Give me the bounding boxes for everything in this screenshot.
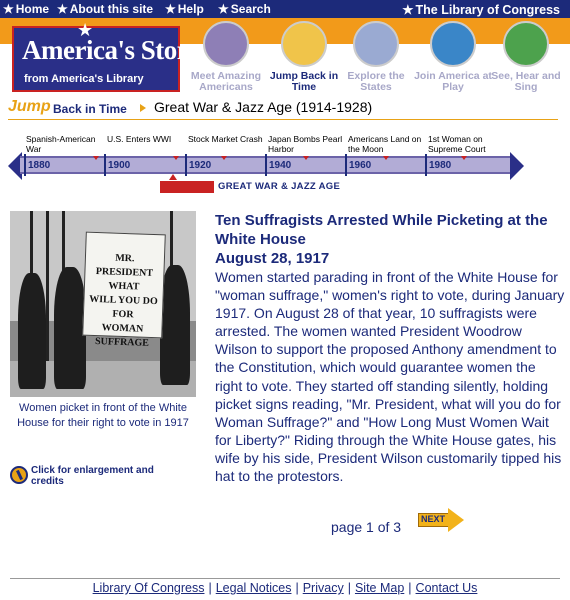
car-icon xyxy=(353,21,399,67)
timeline-tick xyxy=(185,154,187,176)
current-era-label: GREAT WAR & JAZZ AGE xyxy=(218,181,341,192)
timeline-event-stock-market-crash[interactable]: Stock Market Crash xyxy=(188,134,263,144)
timeline-event-marker xyxy=(93,156,99,160)
arrow-right-icon xyxy=(448,508,464,532)
logo-subtitle: from America's Library xyxy=(24,73,144,85)
timeline-year: 1960 xyxy=(349,160,372,171)
singer-icon xyxy=(503,21,549,67)
timeline-event-marker xyxy=(303,156,309,160)
timeline xyxy=(0,130,570,195)
timeline-event-marker xyxy=(221,156,227,160)
current-era-pointer xyxy=(169,174,177,180)
page-indicator: page 1 of 3 xyxy=(331,519,402,535)
section-jump-back-in-time[interactable] xyxy=(264,21,344,93)
jump-back-label: Back in Time xyxy=(53,102,127,116)
enlargement-label: Click for enlargement and credits xyxy=(31,465,154,487)
section-label: Join America at Play xyxy=(414,70,492,93)
separator: | xyxy=(408,581,412,595)
footer-link-library-of-congress[interactable]: Library Of Congress xyxy=(92,581,205,595)
star-icon: ★ xyxy=(218,2,229,16)
next-page-button[interactable] xyxy=(418,508,466,532)
nav-search-label: Search xyxy=(230,2,271,16)
star-icon: ★ xyxy=(402,3,414,17)
footer-links xyxy=(0,581,570,595)
top-nav-bar xyxy=(0,0,570,18)
nav-about-link[interactable] xyxy=(57,2,153,16)
story-title: Ten Suffragists Arrested While Picketing at the White House xyxy=(215,212,548,248)
photo-figure xyxy=(18,273,46,389)
timeline-event-us-enters-wwi[interactable]: U.S. Enters WWI xyxy=(107,134,172,144)
current-era-block xyxy=(160,181,214,193)
section-label: Meet Amazing Americans xyxy=(190,70,262,93)
clock-icon xyxy=(281,21,327,67)
story-body: Women started parading in front of the White House for "woman suffrage," women's right to vote, during January 1917. On August 28 of that year, 10 suffragists were arrested. The women wanted President Woodrow Wilson to support the proposed Anthony amendment to the Constitution, which would guarantee women the right to vote. They started off standing silently, holding picket signs reading, "Mr. President, what will you do for Woman Suffrage?" and "How Long Must Women Wait for Liberty?" Riding through the White House gates, his wife by his side, President Wilson customarily tipped his hat to the protestors. xyxy=(215,269,565,485)
magnifier-icon xyxy=(10,466,28,484)
sports-icon xyxy=(430,21,476,67)
logo-title: America's Story xyxy=(22,35,202,65)
sign-line: WOMAN SUFFRAGE xyxy=(94,322,150,349)
logo-star-icon: ★ xyxy=(77,20,94,40)
sign-line: WILL YOU DO xyxy=(89,293,158,308)
timeline-tick xyxy=(104,154,106,176)
timeline-tick xyxy=(24,154,26,176)
section-label: Explore the States xyxy=(347,70,405,93)
timeline-year: 1880 xyxy=(28,160,51,171)
timeline-year: 1980 xyxy=(429,160,452,171)
star-icon: ★ xyxy=(3,2,14,16)
star-icon: ★ xyxy=(57,2,68,16)
era-heading xyxy=(0,98,570,120)
next-label: NEXT xyxy=(421,514,446,524)
section-explore-the-states[interactable] xyxy=(336,21,416,93)
timeline-event-japan-bombs-pearl-harbor[interactable]: Japan Bombs Pearl Harbor xyxy=(268,134,343,154)
section-join-america-at-play[interactable] xyxy=(413,21,493,93)
timeline-right-arrow-icon[interactable] xyxy=(510,152,524,180)
photo-caption: Women picket in front of the White House for their right to vote in 1917 xyxy=(17,402,189,429)
section-see-hear-and-sing[interactable] xyxy=(486,21,566,93)
timeline-tick xyxy=(345,154,347,176)
footer-link-site-map[interactable]: Site Map xyxy=(354,581,405,595)
era-title: Great War & Jazz Age (1914-1928) xyxy=(154,99,373,115)
picket-sign xyxy=(82,232,166,349)
timeline-tick xyxy=(265,154,267,176)
sign-line: FOR xyxy=(112,308,134,321)
timeline-event-moon-landing[interactable]: Americans Land on the Moon xyxy=(348,134,422,154)
footer-link-contact-us[interactable]: Contact Us xyxy=(415,581,478,595)
portrait-icon xyxy=(203,21,249,67)
separator: | xyxy=(208,581,212,595)
timeline-event-marker xyxy=(173,156,179,160)
nav-home-link[interactable] xyxy=(3,2,49,16)
nav-about-label: About this site xyxy=(69,2,154,16)
timeline-event-marker xyxy=(461,156,467,160)
section-meet-amazing-americans[interactable] xyxy=(186,21,266,93)
timeline-event-first-woman-supreme-court[interactable]: 1st Woman on Supreme Court xyxy=(428,134,486,154)
sign-line: WHAT xyxy=(108,280,140,293)
enlargement-link[interactable] xyxy=(10,465,160,489)
story-date: August 28, 1917 xyxy=(215,250,330,267)
separator: | xyxy=(295,581,299,595)
footer-divider xyxy=(10,578,560,579)
star-icon: ★ xyxy=(165,2,176,16)
timeline-event-marker xyxy=(383,156,389,160)
americas-story-logo[interactable] xyxy=(12,20,202,92)
nav-home-label: Home xyxy=(15,2,50,16)
section-label: See, Hear and Sing xyxy=(491,70,561,93)
footer-link-privacy[interactable]: Privacy xyxy=(302,581,344,595)
arrow-right-icon xyxy=(140,104,146,112)
site-header xyxy=(0,18,570,98)
timeline-year: 1900 xyxy=(108,160,131,171)
nav-help-label: Help xyxy=(177,2,204,16)
divider xyxy=(8,119,558,120)
jump-word: Jump xyxy=(8,98,51,115)
timeline-event-spanish-american-war[interactable]: Spanish-American War xyxy=(26,134,96,154)
timeline-year: 1920 xyxy=(189,160,212,171)
separator: | xyxy=(347,581,351,595)
photo-figure xyxy=(160,265,190,385)
footer-link-legal-notices[interactable]: Legal Notices xyxy=(215,581,292,595)
photo-fence xyxy=(46,211,49,361)
sign-line: MR. PRESIDENT xyxy=(95,252,154,280)
nav-search-link[interactable] xyxy=(218,2,271,16)
timeline-year: 1940 xyxy=(269,160,292,171)
suffragists-photo[interactable] xyxy=(10,211,196,397)
timeline-tick xyxy=(425,154,427,176)
library-of-congress-link[interactable] xyxy=(402,2,560,17)
photo-figure xyxy=(54,267,86,389)
nav-help-link[interactable] xyxy=(165,2,204,16)
section-label: Jump Back in Time xyxy=(269,70,339,93)
library-of-congress-label: The Library of Congress xyxy=(415,3,560,17)
